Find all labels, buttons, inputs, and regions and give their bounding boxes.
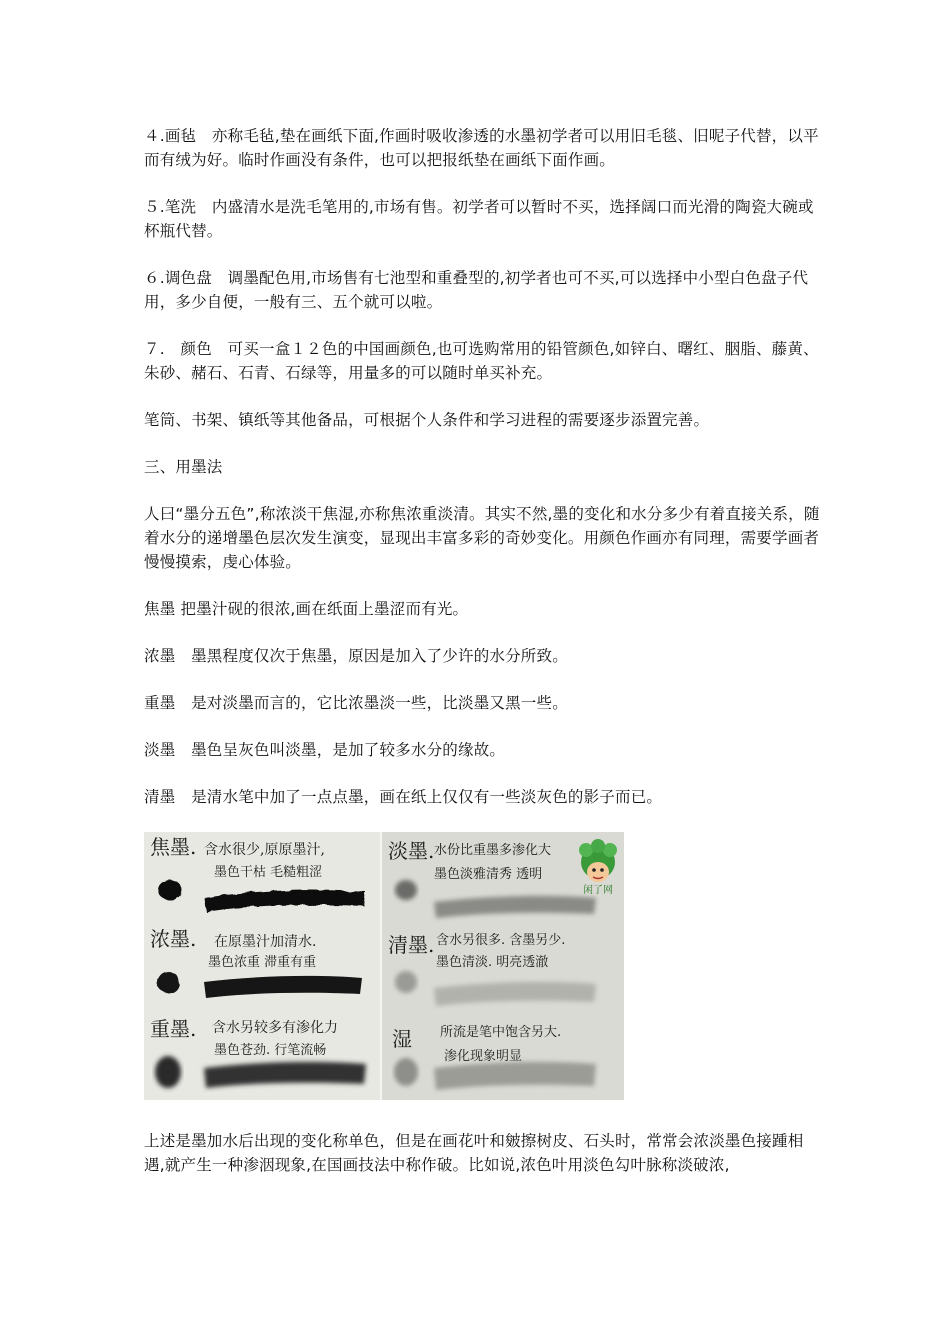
ink-dot-shi <box>394 1058 418 1086</box>
fig-desc-dan-2: 墨色淡雅清秀 透明 <box>434 867 543 882</box>
fig-desc-qing-2: 墨色清淡. 明亮透澈 <box>436 955 549 970</box>
ink-dot-nong <box>157 971 179 993</box>
paragraph-hua-zhan: ４.画毡 亦称毛毡,垫在画纸下面,作画时吸收渗透的水墨初学者可以用旧毛毯、旧呢子代替，以平而有绒为好。临时作画没有条件，也可以把报纸垫在画纸下面作画。 <box>144 127 819 169</box>
fig-desc-nong-1: 在原墨汁加清水. <box>214 934 317 950</box>
fig-desc-jiao-1: 含水很少,原原墨汁, <box>204 842 325 858</box>
paragraph-other-supplies: 笔筒、书架、镇纸等其他备品，可根据个人条件和学习进程的需要逐步添置完善。 <box>144 411 710 429</box>
fig-label-dan: 淡墨. <box>388 839 435 863</box>
fig-desc-zhong-1: 含水另较多有渗化力 <box>212 1020 338 1036</box>
fig-desc-zhong-2: 墨色苍劲. 行笔流畅 <box>214 1043 327 1058</box>
fig-label-nong: 浓墨. <box>150 927 197 951</box>
fig-label-qing: 清墨. <box>388 933 435 957</box>
ink-dot-qing <box>395 971 417 993</box>
paragraph-bi-xi: ５.笔洗 内盛清水是洗毛笔用的,市场有售。初学者可以暂时不买，选择阔口而光滑的陶瓷大碗或杯瓶代替。 <box>144 198 814 240</box>
paragraph-dan-mo: 淡墨 墨色呈灰色叫淡墨，是加了较多水分的缘故。 <box>144 741 506 759</box>
paragraph-ink-five-colors: 人曰“墨分五色”,称浓淡干焦湿,亦称焦浓重淡清。其实不然,墨的变化和水分多少有着直接关系，随着水分的递增墨色层次发生演变，显现出丰富多彩的奇妙变化。用颜色作画亦有同理，需要学画者慢慢摸索，虔心体验。 <box>144 505 820 571</box>
fig-desc-shi-2: 渗化现象明显 <box>444 1049 523 1064</box>
fig-desc-qing-1: 含水另很多. 含墨另少. <box>436 933 566 948</box>
paragraph-yan-se: ７. 颜色 可买一盒１２色的中国画颜色,也可选购常用的铅管颜色,如锌白、曙红、胭脂、藤黄、朱砂、赭石、石青、石绿等，用量多的可以随时单买补充。 <box>144 340 819 382</box>
fig-desc-nong-2: 墨色浓重 滞重有重 <box>208 955 317 970</box>
fig-label-zhong: 重墨. <box>150 1017 197 1041</box>
paragraph-qing-mo: 清墨 是清水笔中加了一点点墨，画在纸上仅仅有一些淡灰色的影子而已。 <box>144 788 663 806</box>
fig-label-jiao: 焦墨. <box>150 835 197 859</box>
fig-desc-shi-1: 所流是笔中饱含另大. <box>440 1025 562 1040</box>
paragraph-po-mo: 上述是墨加水后出现的变化称单色，但是在画花叶和皴擦树皮、石头时，常常会浓淡墨色接踵相遇,就产生一种渗洇现象,在国画技法中称作破。比如说,浓色叶用淡色勾叶脉称淡破浓, <box>144 1132 804 1174</box>
document-page <box>144 124 824 1200</box>
ink-dot-jiao <box>158 880 182 900</box>
paragraph-jiao-mo: 焦墨 把墨汁砚的很浓,画在纸面上墨涩而有光。 <box>144 600 469 618</box>
ink-dot-zhong <box>155 1056 181 1088</box>
watermark-label: 闲了网 <box>583 885 613 896</box>
section-heading-ink-method: 三、用墨法 <box>144 458 223 476</box>
fig-desc-jiao-2: 墨色干枯 毛糙粗涩 <box>214 865 323 880</box>
fig-desc-dan-1: 水份比重墨多渗化大 <box>434 843 552 858</box>
ink-tone-illustration <box>144 832 624 1100</box>
fig-label-shi: 湿 <box>392 1027 412 1051</box>
paragraph-nong-mo: 浓墨 墨黑程度仅次于焦墨，原因是加入了少许的水分所致。 <box>144 647 568 665</box>
panel-divider <box>380 832 382 1100</box>
ink-dot-dan <box>395 880 417 900</box>
paragraph-zhong-mo: 重墨 是对淡墨而言的，它比浓墨淡一些，比淡墨又黑一些。 <box>144 694 568 712</box>
paragraph-tiao-se-pan: ６.调色盘 调墨配色用,市场售有七池型和重叠型的,初学者也可不买,可以选择中小型白色盘子代用，多少自便，一般有三、五个就可以啦。 <box>144 269 809 311</box>
